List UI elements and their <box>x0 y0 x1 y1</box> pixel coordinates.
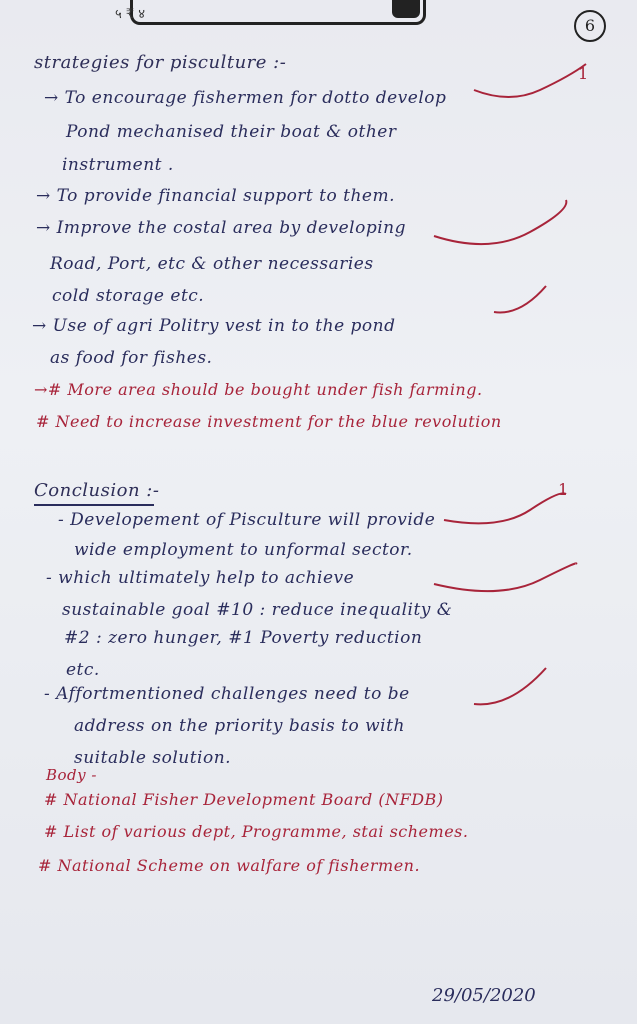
body-line-2: # List of various dept, Programme, stai schemes. <box>44 822 469 841</box>
strategy-line-2: Pond mechanised their boat & other <box>66 122 397 142</box>
conclusion-line-6: etc. <box>66 660 100 680</box>
top-scribble: ५ ₹ ४ <box>115 7 146 22</box>
strategy-line-1: → To encourage fishermen for dotto develop <box>44 88 447 108</box>
conclusion-line-9: suitable solution. <box>74 748 232 768</box>
conclusion-underline <box>34 504 154 506</box>
check-mark-icon <box>430 196 570 256</box>
strategy-line-8: → Use of agri Politry vest in to the pond <box>32 316 396 336</box>
conclusion-line-7: - Affortmentioned challenges need to be <box>44 684 410 704</box>
check-mark-icon <box>470 60 590 110</box>
conclusion-heading: Conclusion :- <box>34 480 160 501</box>
conclusion-line-2: wide employment to unformal sector. <box>74 540 413 560</box>
conclusion-line-4: sustainable goal #10 : reduce inequality & <box>62 600 453 620</box>
body-line-1: # National Fisher Development Board (NFDB) <box>44 790 444 809</box>
strategy-line-6: Road, Port, etc & other necessaries <box>50 254 374 274</box>
date-label: 29/05/2020 <box>432 985 536 1006</box>
strategy-red-line-2: # Need to increase investment for the blue revolution <box>36 412 502 431</box>
body-heading: Body - <box>46 766 97 784</box>
strategy-line-9: as food for fishes. <box>50 348 213 368</box>
check-mark-icon <box>430 560 580 610</box>
check-mark-icon <box>440 490 570 530</box>
strategy-red-line-1: →# More area should be bought under fish farming. <box>34 380 483 399</box>
strategies-heading: strategies for pisculture :- <box>34 52 287 73</box>
conclusion-line-3: - which ultimately help to achieve <box>46 568 355 588</box>
conclusion-line-5: #2 : zero hunger, #1 Poverty reduction <box>64 628 423 648</box>
clipboard-clip <box>130 0 426 25</box>
check-mark-icon <box>490 282 550 322</box>
conclusion-line-8: address on the priority basis to with <box>74 716 405 736</box>
strategy-line-5: → Improve the costal area by developing <box>36 218 407 238</box>
strategies-mark: 1 <box>578 64 589 83</box>
strategy-line-3: instrument . <box>62 155 174 175</box>
strategy-line-7: cold storage etc. <box>52 286 205 306</box>
page-number: 6 <box>574 10 606 42</box>
strategy-line-4: → To provide financial support to them. <box>36 186 396 206</box>
conclusion-line-1: - Developement of Pisculture will provide <box>58 510 436 530</box>
conclusion-mark: 1 <box>558 480 569 499</box>
clip-knob <box>392 0 420 18</box>
body-line-3: # National Scheme on walfare of fishermen. <box>38 856 421 875</box>
check-mark-icon <box>470 664 550 714</box>
